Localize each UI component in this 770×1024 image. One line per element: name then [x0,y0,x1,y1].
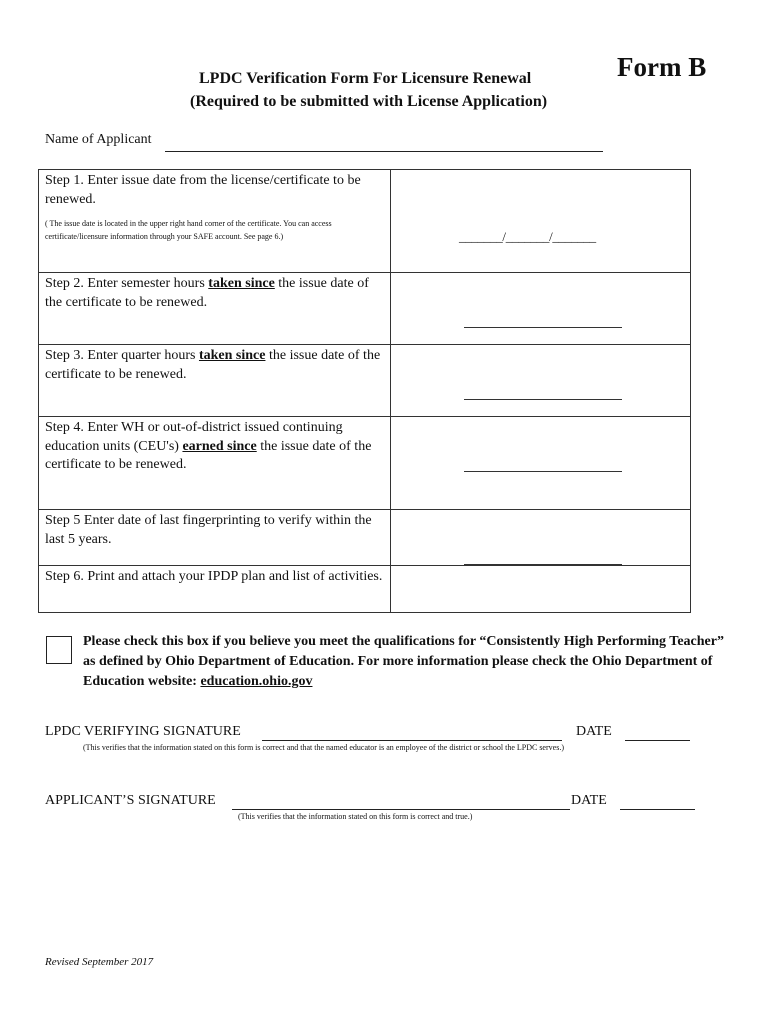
applicant-name-field[interactable] [165,151,603,152]
step-1-note: ( The issue date is located in the upper right hand corner of the certificate. You can access certificate/licensure information through your SAFE account. See page 6.) [45,219,332,241]
step-3-text: Step 3. Enter quarter hours [45,348,199,363]
consistently-high-label: Please check this box if you believe you meet the qualifications for “Consistently High Performing Teacher” as defined by Ohio Department of Education. For more information please check the Ohio Department of Education website: [83,634,724,689]
step-2-text: Step 2. Enter semester hours [45,276,209,291]
step-3-text-end: the issue date of the certificate to be renewed. [45,348,381,382]
table-row [39,566,691,613]
consistently-high-checkbox[interactable] [46,636,72,664]
step-3-emphasis: taken since [198,348,266,363]
step-3-cell [39,345,391,417]
lpdc-date-field[interactable] [625,740,690,741]
applicant-date-field[interactable] [620,809,695,810]
applicant-date-label: DATE [571,793,607,808]
title-line-2: (Required to be submitted with License Application) [190,93,548,110]
table-row [39,345,691,417]
applicant-signature-note: (This verifies that the information stated on this form is correct and true.) [238,812,473,821]
lpdc-signature-note: (This verifies that the information stated on this form is correct and that the named educator is an employee of the district or school the LPDC serves.) [83,743,564,752]
applicant-signature-label: APPLICANT’S SIGNATURE [45,793,216,808]
step-6-answer [391,566,691,613]
quarter-hours-field[interactable] [464,399,622,400]
step-6-cell [39,566,391,613]
step-5-text: Step 5 Enter date of last fingerprinting to verify within the last 5 years. [45,513,372,547]
step-4-text: Step 4. Enter WH or out-of-district issued continuing education units (CEU's) [45,420,343,454]
table-row [39,273,691,345]
table-row [39,170,691,273]
step-2-cell [39,273,391,345]
applicant-name-label: Name of Applicant [45,132,152,147]
lpdc-date-label: DATE [576,724,612,739]
step-5-answer[interactable] [391,510,691,566]
step-5-cell [39,510,391,566]
step-2-emphasis: taken since [208,276,275,291]
step-2-text-end: the issue date of the certificate to be renewed. [45,276,369,310]
step-4-text-end: the issue date of the certificate to be renewed. [45,438,372,472]
form-label: Form B [617,52,707,82]
lpdc-signature-label: LPDC VERIFYING SIGNATURE [45,724,241,739]
issue-date-field[interactable]: _______/_______/_______ [459,229,596,244]
steps-table [38,169,691,613]
step-6-text: Step 6. Print and attach your IPDP plan and list of activities. [45,569,383,584]
ode-website-link[interactable]: education.ohio.gov [200,674,313,689]
table-row [39,417,691,510]
step-4-answer[interactable] [391,417,691,510]
step-1-cell [39,170,391,273]
lpdc-signature-field[interactable] [262,740,562,741]
step-2-answer[interactable] [391,273,691,345]
step-4-cell [39,417,391,510]
semester-hours-field[interactable] [464,327,622,328]
step-1-answer[interactable] [391,170,691,273]
ceu-field[interactable] [464,471,622,472]
consistently-high-text [83,632,733,692]
revised-date: Revised September 2017 [45,956,154,968]
step-4-emphasis: earned since [182,438,257,454]
step-3-answer[interactable] [391,345,691,417]
title-line-1: LPDC Verification Form For Licensure Renewal [199,70,532,87]
applicant-signature-field[interactable] [232,809,570,810]
step-1-text: Step 1. Enter issue date from the license/certificate to be renewed. [45,173,361,207]
table-row [39,510,691,566]
